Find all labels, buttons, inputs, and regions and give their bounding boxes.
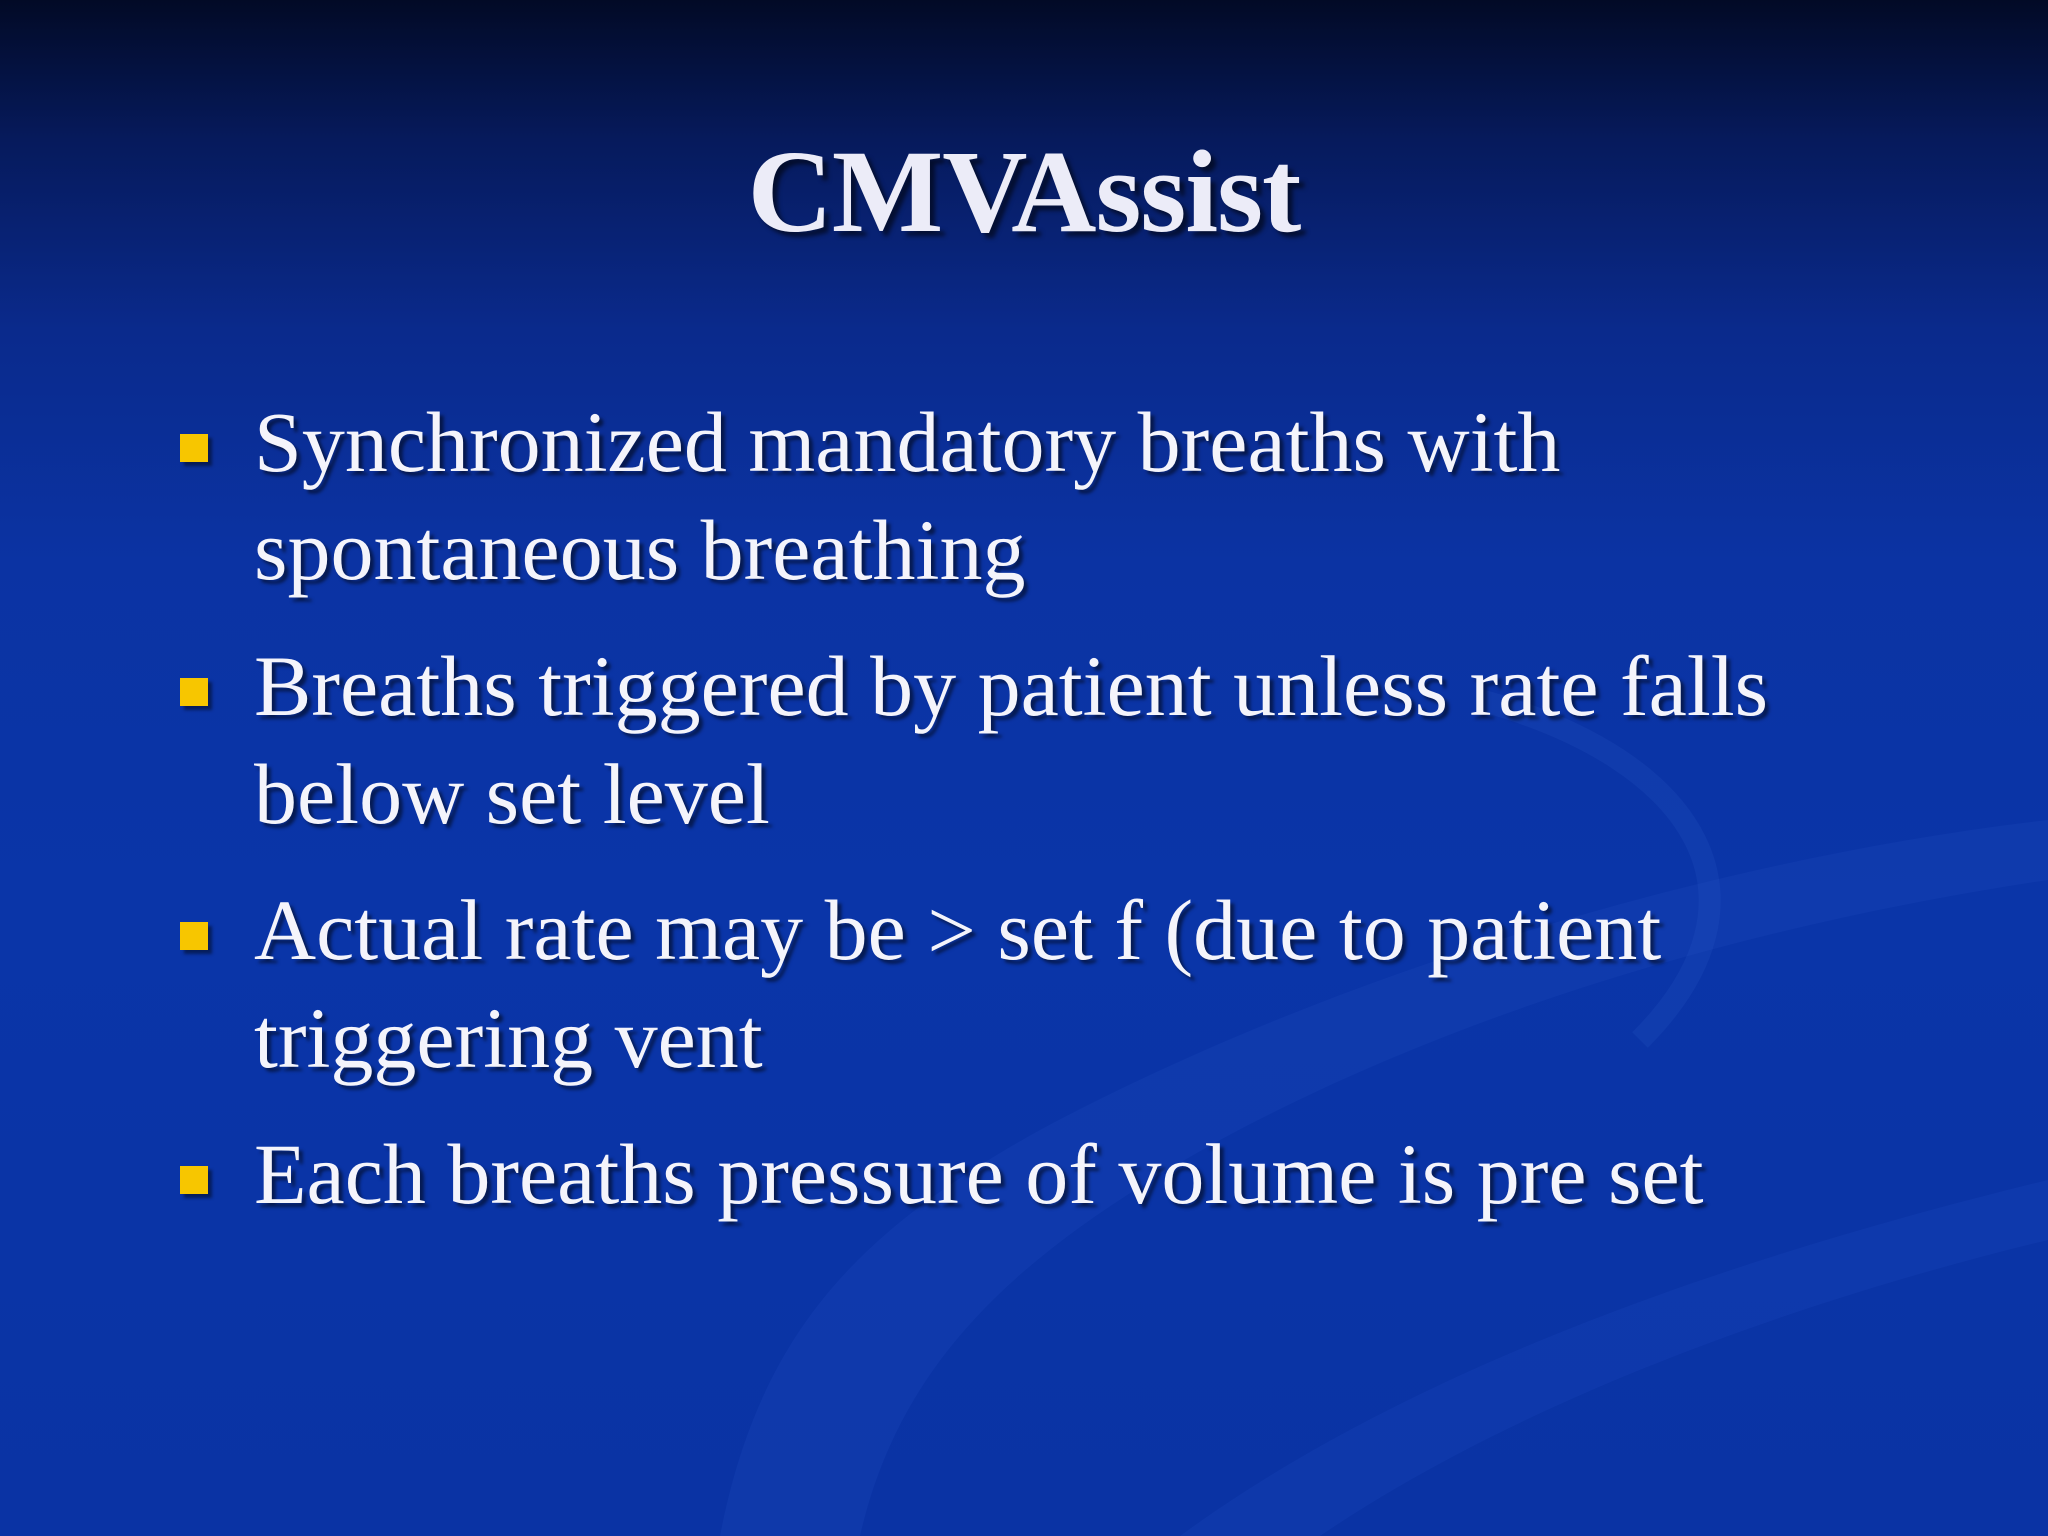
- square-bullet-icon: [180, 678, 208, 706]
- bullet-item: [180, 632, 1860, 848]
- bullet-list: [180, 388, 1860, 1256]
- bullet-item: [180, 1120, 1860, 1228]
- square-bullet-icon: [180, 434, 208, 462]
- square-bullet-icon: [180, 922, 208, 950]
- bullet-text: Breaths triggered by patient unless rate falls below set level: [254, 638, 1769, 842]
- bullet-text: Actual rate may be > set f (due to patient triggering vent: [254, 882, 1662, 1086]
- bullet-item: [180, 876, 1860, 1092]
- bullet-text: Synchronized mandatory breaths with spontaneous breathing: [254, 394, 1561, 598]
- bullet-text: Each breaths pressure of volume is pre set: [254, 1126, 1704, 1222]
- slide-title: CMVAssist: [747, 126, 1301, 257]
- bullet-item: [180, 388, 1860, 604]
- square-bullet-icon: [180, 1166, 208, 1194]
